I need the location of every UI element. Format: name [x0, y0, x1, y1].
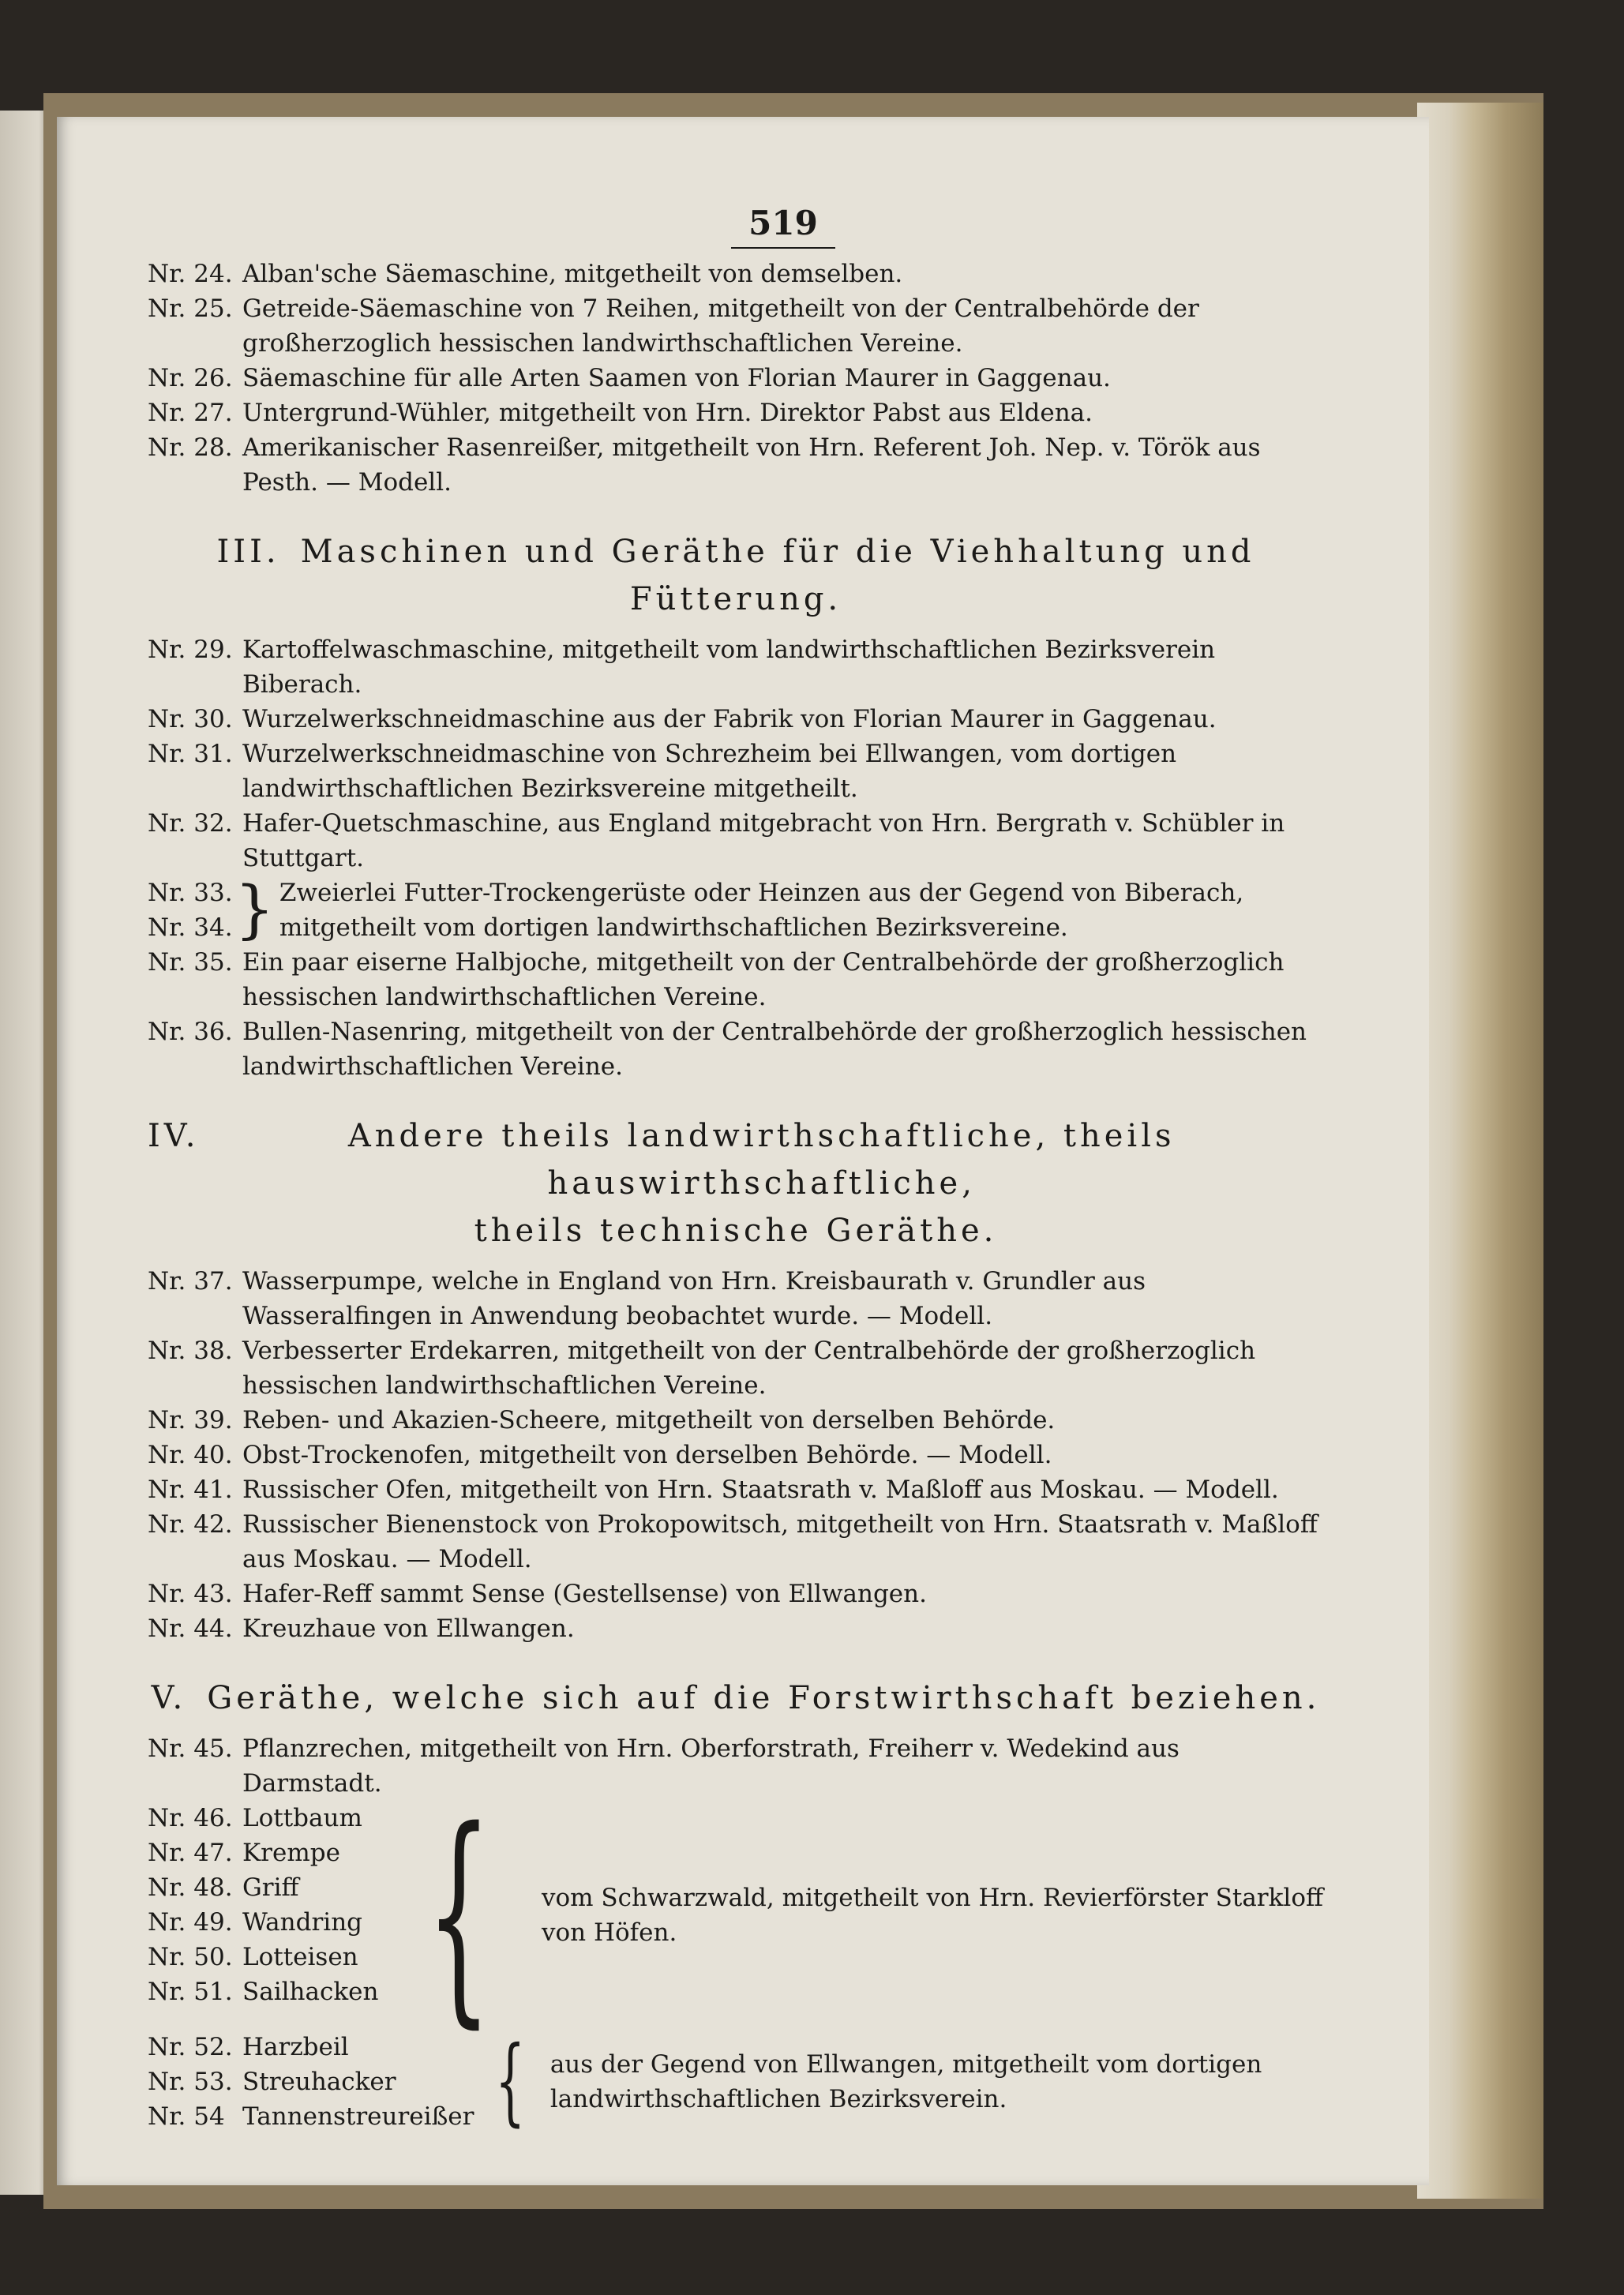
list-item: Nr. 53. Streuhacker — [148, 2068, 396, 2096]
section-heading-5: V. Geräthe, welche sich auf die Forstwirthschaft beziehen. — [151, 1680, 1321, 1716]
list-item: Nr. 25. Getreide-Säemaschine von 7 Reihen, mitgetheilt von der Centralbehörde der großherzoglich hessischen landwirthschaftlichen Vereine. — [148, 294, 1199, 358]
page-text — [148, 204, 1324, 2134]
section-heading-3: III. Maschinen und Geräthe für die Viehhaltung und Fütterung. — [216, 534, 1255, 617]
list-item: Nr. 24. Alban'sche Säemaschine, mitgetheilt von demselben. — [148, 260, 903, 288]
list-item: Nr. 29. Kartoffelwaschmaschine, mitgetheilt vom landwirthschaftlichen Bezirksverein Biberach. — [148, 636, 1216, 699]
group-1-items — [148, 1801, 378, 2030]
list-item: Nr. 40. Obst-Trockenofen, mitgetheilt von derselben Behörde. — Modell. — [148, 1441, 1052, 1469]
list-item: Nr. 28. Amerikanischer Rasenreißer, mitgetheilt von Hrn. Referent Joh. Nep. v. Török aus Pesth. — Modell. — [148, 433, 1261, 497]
bracketed-pair: Nr. 33. Nr. 34. } Zweierlei Futter-Trockengerüste oder Heinzen aus der Gegend von Biberach, mitgetheilt vom dortigen landwirthschaftlichen Bezirksvereine. — [148, 872, 1244, 946]
section-heading-4 — [148, 1112, 1324, 1254]
list-item: Nr. 47. Krempe — [148, 1839, 340, 1867]
list-item: Nr. 35. Ein paar eiserne Halbjoche, mitgetheilt von der Centralbehörde der großherzoglich hessischen landwirthschaftlichen Vereine. — [148, 948, 1285, 1011]
book-page — [57, 117, 1429, 2185]
section-heading-4-line-2: theils technische Geräthe. — [474, 1213, 998, 1249]
entries-top — [148, 257, 1324, 500]
group-2-note: aus der Gegend von Ellwangen, mitgetheilt vom dortigen landwirthschaftlichen Bezirksverein. — [549, 2050, 1262, 2113]
list-item: Nr. 36. Bullen-Nasenring, mitgetheilt von der Centralbehörde der großherzoglich hessischen landwirthschaftlichen Vereine. — [148, 1018, 1307, 1081]
list-item: Nr. 27. Untergrund-Wühler, mitgetheilt von Hrn. Direktor Pabst aus Eldena. — [148, 399, 1093, 427]
list-item: Nr. 41. Russischer Ofen, mitgetheilt von Hrn. Staatsrath v. Maßloff aus Moskau. — Modell. — [148, 1476, 1279, 1504]
page-block-edge — [1417, 103, 1543, 2199]
list-item: Nr. 26. Säemaschine für alle Arten Saamen von Florian Maurer in Gaggenau. — [148, 364, 1111, 392]
list-item: Nr. 42. Russischer Bienenstock von Prokopowitsch, mitgetheilt von Hrn. Staatsrath v. Maßloff aus Moskau. — Modell. — [148, 1510, 1318, 1573]
group-1-note: vom Schwarzwald, mitgetheilt von Hrn. Revierförster Starkloff von Höfen. — [541, 1884, 1324, 1947]
list-item: Nr. 43. Hafer-Reff sammt Sense (Gestellsense) von Ellwangen. — [148, 1580, 927, 1608]
section-heading-4-line-1: IV. Andere theils landwirthschaftliche, theils hauswirthschaftliche, — [148, 1118, 1176, 1202]
list-item: Nr. 38. Verbesserter Erdekarren, mitgetheilt von der Centralbehörde der großherzoglich hessischen landwirthschaftlichen Vereine. — [148, 1337, 1256, 1400]
curly-brace-icon: { — [495, 2027, 526, 2136]
page-number: 519 — [148, 204, 1324, 249]
section-3-entries — [148, 632, 1324, 1084]
list-item: Nr. 39. Reben- und Akazien-Scheere, mitgetheilt von derselben Behörde. — [148, 1406, 1056, 1434]
curly-brace-icon: } — [234, 872, 275, 946]
list-item: Nr. 51. Sailhacken — [148, 1978, 379, 2006]
list-item: Nr. 48. Griff — [148, 1873, 299, 1902]
list-item: Nr. 52. Harzbeil — [148, 2033, 349, 2061]
list-item: Nr. 50. Lotteisen — [148, 1943, 358, 1971]
bracketed-group-ellwangen — [148, 2027, 1324, 2136]
list-item: Nr. 30. Wurzelwerkschneidmaschine aus der Fabrik von Florian Maurer in Gaggenau. — [148, 705, 1217, 733]
list-item: Nr. 37. Wasserpumpe, welche in England von Hrn. Kreisbaurath v. Grundler aus Wasseralfingen in Anwendung beobachtet wurde. — Modell. — [148, 1267, 1146, 1330]
list-item: Nr. 44. Kreuzhaue von Ellwangen. — [148, 1614, 575, 1643]
list-item: Nr. 46. Lottbaum — [148, 1804, 362, 1832]
list-item: Nr. 31. Wurzelwerkschneidmaschine von Schrezheim bei Ellwangen, vom dortigen landwirthschaftlichen Bezirksvereine mitgetheilt. — [148, 740, 1177, 803]
curly-brace-icon: { — [426, 1782, 493, 2048]
list-item: Nr. 45. Pflanzrechen, mitgetheilt von Hrn. Oberforstrath, Freiherr v. Wedekind aus Darmstadt. — [148, 1734, 1180, 1798]
list-item: Nr. 49. Wandring — [148, 1908, 363, 1937]
list-item: Nr. 54 Tannenstreureißer — [148, 2102, 474, 2131]
section-5-entries — [148, 1731, 1324, 2134]
pair-numbers: Nr. 33. Nr. 34. — [148, 879, 233, 942]
group-2-items — [148, 2030, 474, 2134]
section-4-entries — [148, 1264, 1324, 1646]
list-item: Nr. 32. Hafer-Quetschmaschine, aus England mitgebracht von Hrn. Bergrath v. Schübler in Stuttgart. — [148, 809, 1285, 872]
